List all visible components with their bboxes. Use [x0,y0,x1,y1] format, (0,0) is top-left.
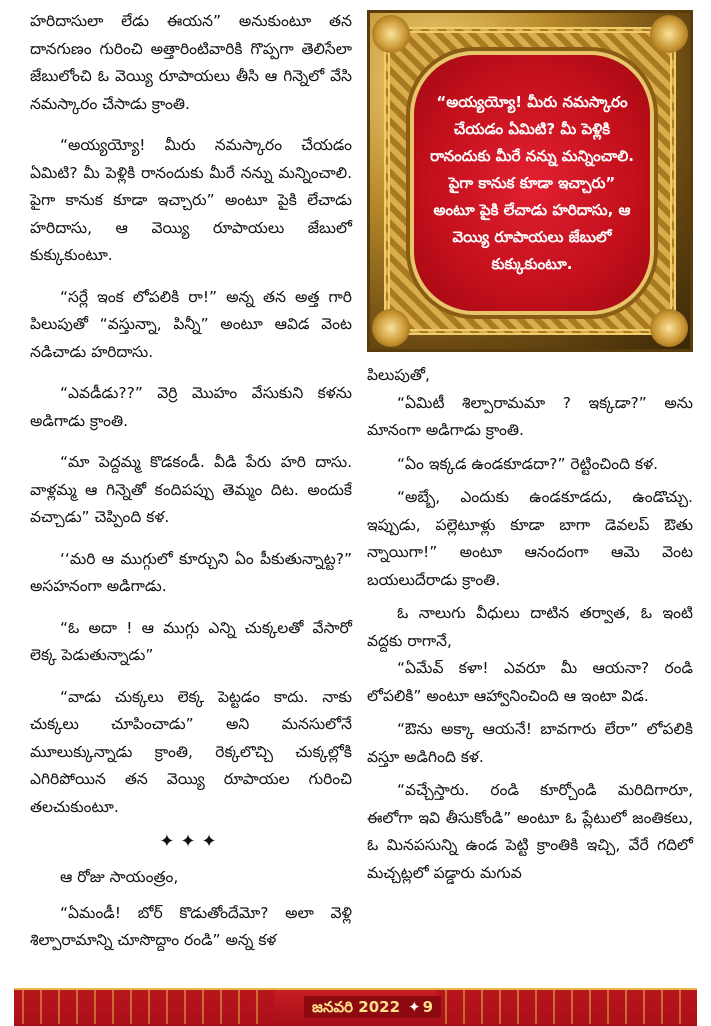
page-number: 9 [422,998,434,1016]
paragraph: “వచ్చేస్తారు. రండి కూర్చోండి మరిదిగారూ, ఈలోగా ఇవి తీసుకోండి” అంటూ ఓ ప్లేటులో జంతికలు, ఓ మినపసున్ని ఉండ పెట్టి క్రాంతికి ఇచ్చి, వేరే గదిలో మచ్చట్లలో పడ్డారు మగువ [367,781,693,882]
section-separator: ✦✦✦ [159,831,223,852]
footer-ornament-left [14,990,274,1024]
paragraph: “సర్లే ఇంక లోపలికి రా!” అన్న తన అత్త గారి పిలుపుతో “వస్తున్నా, పిన్నీ” అంటూ ఆవిడ వెంట నడిచాడు హరిదాసు. [30,287,352,361]
paragraph: “అబ్బే, ఎందుకు ఉండకూడదు, ఉండొచ్చు. ఇప్పుడు, పల్లెటూళ్లు కూడా బాగా డెవలప్ ఔతు న్నాయిగా!” అంటూ ఆనందంగా ఆమె వెంట బయలుదేరాడు క్రాంతి. [367,488,693,589]
paragraph: హరిదాసులా లేడు ఈయన” అనుకుంటూ తన దానగుణం గురించి అత్తారింటివారికి గొప్పగా తెలిసేలా జేబులోంచి ఓ వెయ్యి రూపాయలు తీసి ఆ గిన్నెలో వేసి నమస్కారం చేసాడు క్రాంతి. [30,12,352,113]
paragraph: ఆ రోజు సాయంత్రం, [60,868,179,886]
paragraph: “ఏమండీ! బోర్ కొడుతోందేమో? అలా వెళ్లి శిల్పారామాన్ని చూసొద్దాం రండి” అన్న కళ [30,903,352,949]
frame-corner-ornament [372,15,410,53]
frame-corner-ornament [650,309,688,347]
paragraph: “మా పెద్దమ్మ కొడకండీ. వీడి పేరు హరి దాసు. వాళ్లమ్మ ఆ గిన్నెతో కందిపప్పు తెమ్మం దిట. అందుకే వచ్చాడు” చెప్పింది కళ. [30,453,352,526]
paragraph: “ఏం ఇక్కడ ఉండకూడదా?” రెట్టించింది కళ. [397,454,659,473]
paragraph: “ఓ అదా ! ఆ ముగ్గు ఎన్ని చుక్కలతో వేసారో లెక్క పెడుతున్నాడు” [30,618,352,664]
frame-corner-ornament [650,15,688,53]
paragraph: “ఔను అక్కా ఆయనే! బావగారు లేరా” లోపలికి వస్తూ అడిగింది కళ. [367,720,693,766]
star-icon: ✦ [408,998,421,1016]
pull-quote: “అయ్యయ్యో! మీరు నమస్కారం చేయడం ఏమిటి? మీ పెళ్లికి రానందుకు మీరే నన్ను మన్నించాలి. పైగా కానుక కూడా ఇచ్చారు” అంటూ పైకి లేచాడు హరిదాసు, ఆ వెయ్యి రూపాయలు జేబులో కుక్కుకుంటూ. [430,92,634,273]
paragraph: “ఏమేవ్ కళా! ఎవరూ మీ ఆయనా? రండి లోపలికి” అంటూ ఆహ్వానించింది ఆ ఇంటా విడ. [367,659,693,705]
paragraph: ‘‘మరి ఆ ముగ్గులో కూర్చుని ఏం పీకుతున్నాట్ట?” అసహనంగా అడిగాడు. [30,549,352,595]
footer-label [304,996,441,1018]
left-column [30,0,352,955]
quote-panel [414,55,650,311]
issue-month: జనవరి 2022 [312,998,401,1016]
footer-ornament-right [437,990,697,1024]
paragraph: “ఎవడీడు??” వెర్రి మొహం వేసుకుని కళను అడిగాడు క్రాంతి. [30,384,352,430]
paragraph: “వాడు చుక్కలు లెక్క పెట్టడం కాదు. నాకు చుక్కలు చూపించాడు” అని మనసులోనే మూలుక్కున్నాడు క్రాంతి, రెక్కలొచ్చి చుక్కల్లోకి ఎగిరిపోయిన తన వెయ్యి రూపాయల గురించి తలచుకుంటూ. [30,687,352,816]
right-column [367,362,693,887]
paragraph: “ఏమిటీ శిల్పారామమా ? ఇక్కడా?” అను మానంగా అడిగాడు క్రాంతి. [367,393,693,439]
frame-corner-ornament [372,309,410,347]
quote-frame [367,10,693,352]
page-footer [14,988,697,1026]
paragraph: “అయ్యయ్యో! మీరు నమస్కారం చేయడం ఏమిటి? మీ పెళ్లికి రానందుకు మీరే నన్ను మన్నించాలి. పైగా కానుక కూడా ఇచ్చారు” అంటూ పైకి లేచాడు హరిదాసు, ఆ వెయ్యి రూపాయలు జేబులో కుక్కుకుంటూ. [30,136,352,264]
paragraph: పిలుపుతో, [367,366,430,384]
paragraph: ఓ నాలుగు వీధులు దాటిన తర్వాత, ఓ ఇంటి వద్దకు రాగానే, [367,604,693,650]
